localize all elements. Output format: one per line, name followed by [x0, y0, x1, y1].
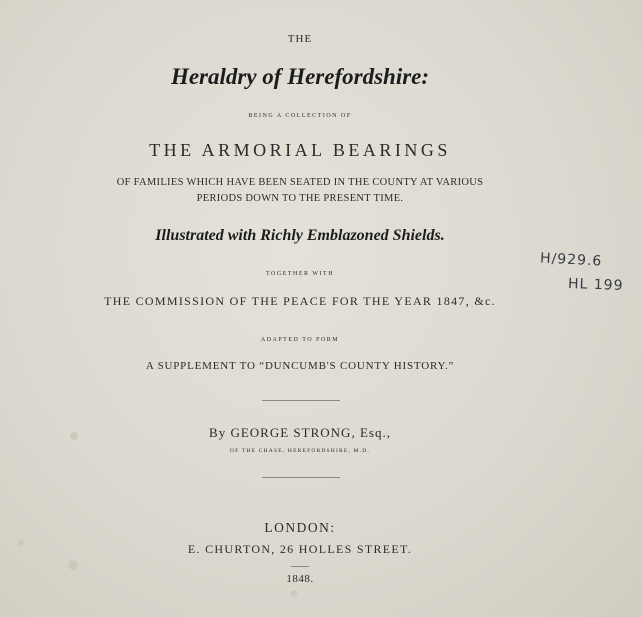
together-with: TOGETHER WITH	[265, 271, 335, 277]
book-title: Heraldry of Herefordshire:	[170, 64, 430, 89]
supplement-line: A SUPPLEMENT TO “DUNCUMB'S COUNTY HISTORY.”	[145, 360, 455, 372]
commission-line: THE COMMISSION OF THE PEACE FOR THE YEAR 1847, &c.	[104, 294, 496, 308]
author-line: By GEORGE STRONG, Esq.,	[209, 425, 391, 440]
paper-spot	[290, 590, 297, 597]
adapted-to-form: ADAPTED TO FORM	[260, 337, 340, 343]
imprint-publisher: E. CHURTON, 26 HOLLES STREET.	[187, 542, 413, 556]
subtitle-main: THE ARMORIAL BEARINGS	[149, 140, 451, 160]
imprint-year: 1848.	[286, 573, 314, 585]
divider-rule	[262, 400, 340, 401]
subtitle-intro: BEING A COLLECTION OF	[248, 113, 352, 119]
imprint-city: LONDON:	[264, 520, 336, 535]
divider-rule	[262, 477, 340, 478]
handwritten-shelfmark: H/929.6	[539, 250, 603, 270]
author-address: OF THE CHASE, HEREFORDSHIRE, M.D.	[229, 448, 371, 454]
illustrated-line: Illustrated with Richly Emblazoned Shields.	[155, 227, 445, 244]
description-line-1: OF FAMILIES WHICH HAVE BEEN SEATED IN THE COUNTY AT VARIOUS	[116, 177, 484, 188]
paper-spot	[68, 560, 78, 570]
title-article: THE	[287, 33, 313, 45]
short-rule	[291, 566, 309, 567]
handwritten-shelfmark: HL 199	[567, 276, 624, 294]
description-line-2: PERIODS DOWN TO THE PRESENT TIME.	[196, 193, 404, 204]
